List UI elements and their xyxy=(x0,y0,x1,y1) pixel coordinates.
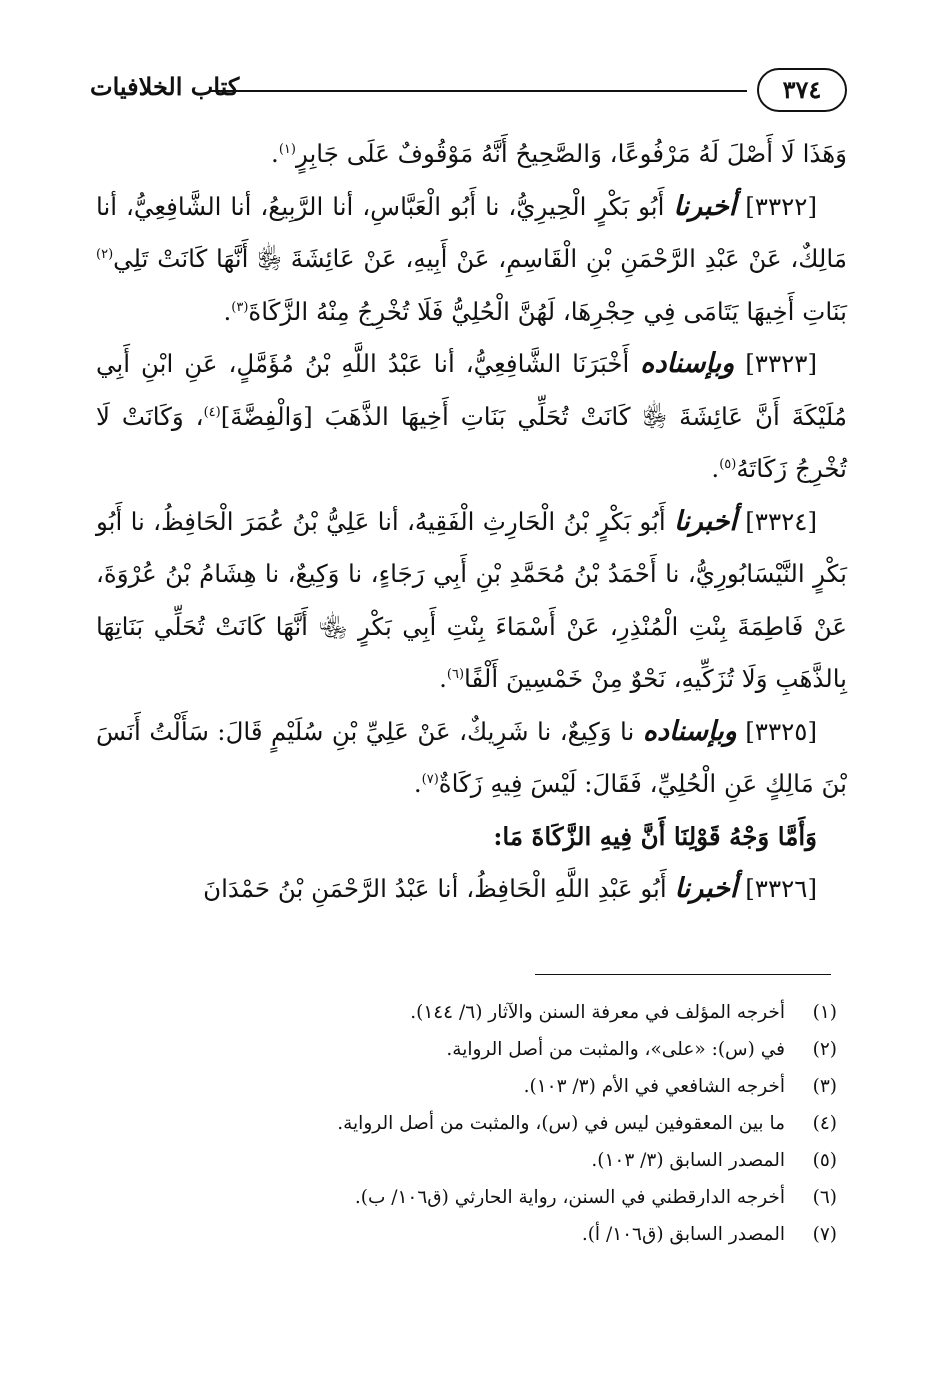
footnote-text: ما بين المعقوفين ليس في (س)، والمثبت من أصل الرواية. xyxy=(337,1113,785,1134)
footnote-number: (٧) xyxy=(812,1224,837,1245)
footnote-4 xyxy=(96,1105,837,1142)
footnote-number: (٦) xyxy=(812,1187,837,1208)
footnote-text: المصدر السابق (٣/ ١٠٣). xyxy=(591,1150,785,1171)
footnote-divider xyxy=(535,974,831,975)
footnote-2 xyxy=(96,1031,837,1068)
narration-lead: أخبرنا xyxy=(673,190,737,222)
footnote-1 xyxy=(96,994,837,1031)
footnote-ref-7[interactable]: (٧) xyxy=(421,771,439,787)
footnote-text: في (س): «على»، والمثبت من أصل الرواية. xyxy=(446,1039,785,1060)
footnote-ref-1[interactable]: (١) xyxy=(278,141,296,157)
narration-lead: أخبرنا xyxy=(674,873,738,904)
footnote-number: (٣) xyxy=(812,1076,837,1097)
footnote-number: (٤) xyxy=(812,1113,837,1134)
narration-lead: وبإسناده xyxy=(642,715,737,747)
footnote-ref-6[interactable]: (٦) xyxy=(446,666,465,682)
footnote-3 xyxy=(96,1068,837,1105)
footnote-ref-2[interactable]: (٢) xyxy=(96,246,114,262)
hadith-3322: [٣٣٢٢] أخبرنا أَبُو بَكْرٍ الْحِيرِيُّ، نا أَبُو الْعَبَّاسِ، أنا الرَّبِيعُ، أنا الشَّافِعِيُّ، أنا مَالِكٌ، عَنْ عَبْدِ الرَّحْمَنِ بْنِ الْقَاسِمِ، عَنْ أَبِيهِ، عَنْ عَائِشَةَ ﵂ أَنَّهَا كَانَتْ تَلِي$^{(٢)}$ بَنَاتِ أَخِيهَا يَتَامَى فِي حِجْرِهَا، لَهُنَّ الْحُلِيُّ فَلَا تُخْرِجُ مِنْهُ الزَّكَاةَ$^{(٣)}$. xyxy=(96,190,847,326)
narration-lead: وبإسناده xyxy=(640,348,735,379)
footnote-5 xyxy=(96,1142,837,1179)
hadith-number: [٣٣٢٦] xyxy=(745,874,817,903)
hadith-3326: [٣٣٢٦] أخبرنا أَبُو عَبْدِ اللَّهِ الْحَافِظُ، أنا عَبْدُ الرَّحْمَنِ بْنُ حَمْدَانَ xyxy=(203,873,817,904)
hadith-number: [٣٣٢٣] xyxy=(745,349,817,378)
footnotes xyxy=(96,994,837,1253)
header-divider xyxy=(210,90,747,92)
footnote-ref-4[interactable]: (٤) xyxy=(203,404,221,420)
footnote-6 xyxy=(96,1179,837,1216)
hadith-number: [٣٣٢٥] xyxy=(745,716,817,746)
footnote-text: المصدر السابق (ق١٠٦/ أ). xyxy=(581,1224,785,1245)
hadith-3324: [٣٣٢٤] أخبرنا أَبُو بَكْرٍ بْنُ الْحَارِثِ الْفَقِيهُ، أنا عَلِيُّ بْنُ عُمَرَ الْحَافِظُ، نا أَبُو بَكْرٍ النَّيْسَابُورِيُّ، نا أَحْمَدُ بْنُ مُحَمَّدِ بْنِ أَبِي رَجَاءٍ، نا وَكِيعٌ، نا هِشَامُ بْنُ عُرْوَةَ، عَنْ فَاطِمَةَ بِنْتِ الْمُنْذِرِ، عَنْ أَسْمَاءَ بِنْتِ أَبِي بَكْرٍ ﵄ أَنَّهَا كَانَتْ تُحَلِّي بَنَاتِهَا بِالذَّهَبِ وَلَا تُزَكِّيهِ، نَحْوٌ مِنْ خَمْسِينَ أَلْفًا$^{(٦)}$. xyxy=(96,505,847,693)
hadith-3323: [٣٣٢٣] وبإسناده أَخْبَرَنَا الشَّافِعِيُّ، أنا عَبْدُ اللَّهِ بْنُ مُؤَمَّلٍ، عَنِ ابْنِ أَبِي مُلَيْكَةَ أَنَّ عَائِشَةَ ﵂ كَانَتْ تُحَلِّي بَنَاتِ أَخِيهَا الذَّهَبَ [وَالْفِضَّةَ]$^{(٤)}$، وَكَانَتْ لَا تُخْرِجُ زَكَاتَهُ$^{(٥)}$. xyxy=(96,348,847,483)
footnote-7 xyxy=(96,1216,837,1253)
footnote-ref-3[interactable]: (٣) xyxy=(231,299,249,315)
footnote-text: أخرجه الشافعي في الأم (٣/ ١٠٣). xyxy=(523,1076,785,1097)
section-heading: وَأَمَّا وَجْهُ قَوْلِنَا أَنَّ فِيهِ الزَّكَاةَ مَا: xyxy=(493,821,817,851)
footnote-ref-5[interactable]: (٥) xyxy=(719,456,737,472)
footnote-number: (١) xyxy=(812,1002,837,1023)
hadith-number: [٣٣٢٢] xyxy=(745,191,817,221)
footnote-text: أخرجه المؤلف في معرفة السنن والآثار (٦/ ١٤٤). xyxy=(410,1002,785,1023)
footnote-number: (٢) xyxy=(812,1039,837,1060)
hadith-number: [٣٣٢٤] xyxy=(745,506,817,536)
main-text xyxy=(96,128,847,916)
footnote-text: أخرجه الدارقطني في السنن، رواية الحارثي (ق١٠٦/ ب). xyxy=(354,1187,785,1208)
page-header xyxy=(90,68,847,112)
footnote-number: (٥) xyxy=(812,1150,837,1171)
paragraph-1: وَهَذَا لَا أَصْلَ لَهُ مَرْفُوعًا، وَالصَّحِيحُ أَنَّهُ مَوْقُوفٌ عَلَى جَابِرٍ$^{(١)}$. xyxy=(271,139,847,168)
book-title: كتاب الخلافيات xyxy=(90,72,240,101)
narration-lead: أخبرنا xyxy=(673,505,737,537)
page-number: ٣٧٤ xyxy=(757,68,847,112)
hadith-3325: [٣٣٢٥] وبإسناده نا وَكِيعٌ، نا شَرِيكٌ، عَنْ عَلِيِّ بْنِ سُلَيْمٍ قَالَ: سَأَلْتُ أَنَسَ بْنَ مَالِكٍ عَنِ الْحُلِيِّ، فَقَالَ: لَيْسَ فِيهِ زَكَاةٌ$^{(٧)}$. xyxy=(96,715,847,798)
